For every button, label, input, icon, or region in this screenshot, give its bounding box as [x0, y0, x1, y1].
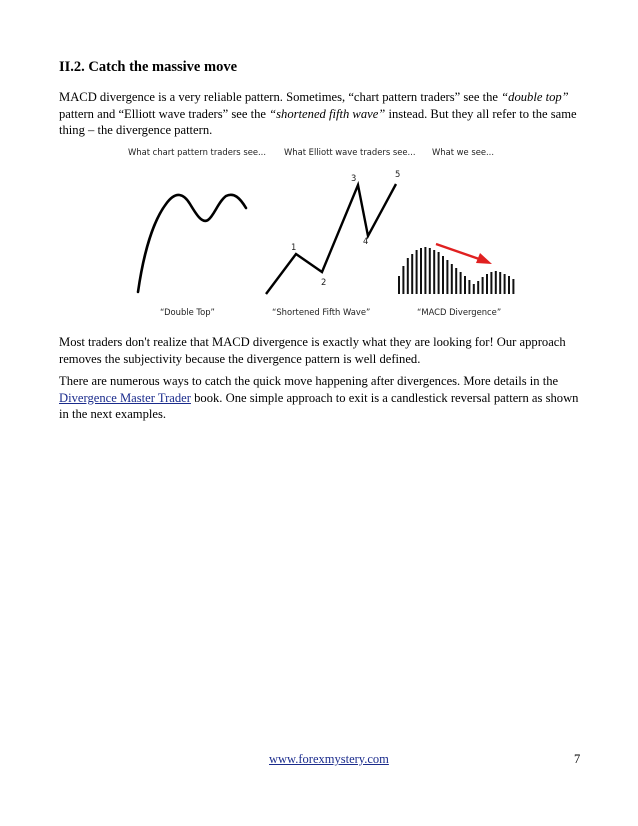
macd-bar: [420, 248, 422, 294]
macd-bar: [508, 276, 510, 294]
macd-bar: [495, 271, 497, 294]
macd-bar: [486, 274, 488, 294]
wave-label-4: 4: [363, 236, 369, 246]
elliott-wave-line: [266, 184, 396, 294]
macd-bar: [411, 254, 413, 294]
caption-double-top: “Double Top”: [160, 307, 215, 317]
macd-bar: [455, 268, 457, 294]
macd-bar: [451, 264, 453, 294]
macd-bar: [446, 260, 448, 294]
macd-bar: [504, 274, 506, 294]
macd-bar: [468, 280, 470, 294]
macd-bar: [438, 252, 440, 294]
double-top-emphasis: “double top”: [501, 90, 569, 104]
wave-label-1: 1: [291, 242, 297, 252]
macd-bar: [416, 250, 418, 294]
figure-heading-chart-pattern: What chart pattern traders see...: [128, 147, 266, 157]
intro-text-1: MACD divergence is a very reliable pattern. Sometimes, “chart pattern traders” see the: [59, 90, 502, 104]
macd-bar: [512, 279, 514, 294]
macd-bar: [473, 284, 475, 294]
macd-bar: [464, 276, 466, 294]
figure-heading-what-we-see: What we see...: [432, 147, 494, 157]
macd-bar: [442, 256, 444, 294]
exit-text-1: There are numerous ways to catch the quick move happening after divergences. More details in the: [59, 374, 559, 388]
caption-macd-divergence: “MACD Divergence”: [417, 307, 502, 317]
macd-bar: [398, 276, 400, 294]
macd-bar: [433, 250, 435, 294]
intro-text-2: pattern and “Elliott wave traders” see the: [59, 106, 270, 121]
approach-paragraph: Most traders don't realize that MACD divergence is exactly what they are looking for! Our approach removes the subjectivity because the divergence pattern is well defined.: [59, 335, 566, 366]
divergence-arrow-head: [476, 253, 492, 264]
macd-bar: [499, 272, 501, 294]
wave-label-5: 5: [395, 169, 401, 179]
figure-heading-elliott: What Elliott wave traders see...: [284, 147, 416, 157]
double-top-curve: [138, 195, 246, 292]
macd-histogram: [398, 247, 514, 294]
macd-bar: [429, 248, 431, 294]
macd-bar: [402, 266, 404, 294]
page-number: 7: [574, 752, 581, 766]
exit-paragraph: [59, 373, 584, 423]
exit-text-2: book. One simple approach to exit is a candlestick reversal pattern as shown in the next examples.: [59, 390, 579, 421]
intro-paragraph: [59, 89, 584, 139]
section-heading: II.2. Catch the massive move: [59, 59, 238, 75]
wave-label-2: 2: [321, 277, 327, 287]
wave-label-3: 3: [351, 173, 357, 183]
divergence-illustration: [120, 140, 520, 322]
macd-bar: [477, 281, 479, 294]
macd-bar: [490, 272, 492, 294]
macd-bar: [460, 272, 462, 294]
macd-bar: [424, 247, 426, 294]
caption-fifth-wave: “Shortened Fifth Wave”: [272, 307, 371, 317]
footer-website-link[interactable]: www.forexmystery.com: [269, 752, 389, 766]
macd-bar: [407, 258, 409, 294]
divergence-master-trader-link[interactable]: Divergence Master Trader: [59, 390, 191, 405]
intro-text-3: instead. But they all refer to the same thing – the divergence pattern.: [59, 106, 577, 137]
fifth-wave-emphasis: “shortened fifth wave”: [269, 106, 386, 121]
macd-bar: [482, 277, 484, 294]
